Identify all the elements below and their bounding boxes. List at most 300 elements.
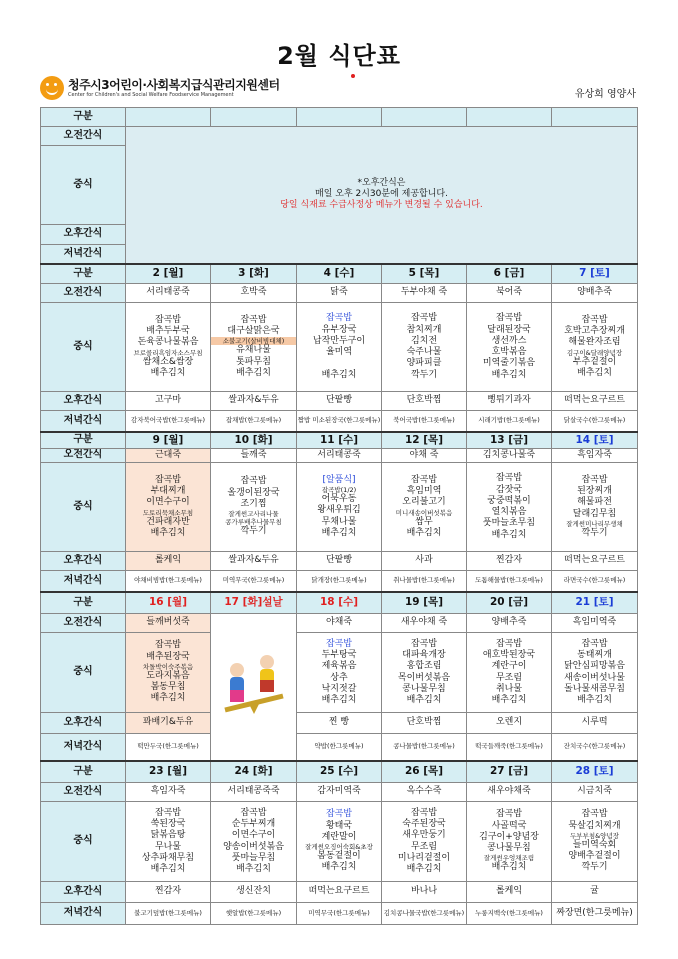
dinner-item: 떡만두국(한그릇메뉴) (126, 734, 211, 761)
pm-snack-label: 오후간식 (41, 713, 126, 734)
org-name-en: Center for Children's and Social Welfare Foodservice Management (68, 91, 234, 98)
lunch-item: 무채나물 (321, 516, 357, 527)
lunch-menu (211, 463, 297, 552)
lunch-item: 순두부찌개 (231, 819, 276, 829)
lunch-item: 콩나물무침 (402, 683, 446, 694)
lunch-item: 김구이+양념장 (479, 831, 539, 842)
note-line3: 당일 식재료 수급사정상 메뉴가 변경될 수 있습니다. (280, 200, 483, 211)
lunch-item: 깍두기 (240, 526, 267, 537)
pm-snack-item: 단팥빵 (297, 552, 382, 571)
day-header: 21 [토] (552, 592, 638, 614)
lunch-item: 닭볶음탕 (150, 830, 186, 841)
lunch-item: 새우만둥기 (402, 830, 446, 841)
lunch-item: 깍두기 (581, 527, 608, 538)
day-header: 4 [수] (297, 264, 382, 284)
smile-logo-icon (40, 76, 64, 100)
lunch-item: 잡곡밥 (410, 638, 438, 649)
lunch-item: 호박볶음 (491, 347, 527, 357)
lunch-item: 취나물 (495, 683, 523, 694)
lunch-item: 낙지젓갈 (321, 683, 357, 694)
dinner-item: 누룽지백숙(한그릇메뉴) (467, 903, 552, 925)
lunch-item: 풋마늘무침 (231, 852, 276, 863)
lunch-row (41, 633, 638, 713)
lunch-item: 궁중떡볶이 (487, 495, 531, 506)
am-snack-item: 근대죽 (126, 449, 211, 463)
day-header: 6 [금] (467, 264, 552, 284)
lunch-item: 양배추겉절이 (568, 851, 621, 862)
lunch-item: 소불고기(살비빔대체) (211, 337, 296, 345)
pm-snack-item: 찐감자 (126, 882, 211, 903)
lunch-item: 잘게썬오징어숙회&초장 (305, 843, 373, 852)
lunch-item: 건파래자반 (146, 516, 190, 527)
lunch-item (297, 358, 381, 369)
am-snack-item: 새우야채죽 (467, 783, 552, 802)
lunch-item: 두부부침&양념장 (569, 831, 620, 840)
lunch-item: 양송이버섯볶음 (223, 841, 284, 852)
lunch-item: 풋마늘초무침 (482, 518, 536, 529)
page-title: 2월 식단표 (277, 42, 401, 70)
am-snack-row (41, 449, 638, 463)
dinner-item: 김치콩나물국밥(한그릇메뉴) (382, 903, 467, 925)
lunch-menu (126, 303, 211, 392)
day-header: 14 [토] (552, 432, 638, 449)
am-snack-item: 새우야채 죽 (382, 614, 467, 633)
category-label: 구분 (41, 592, 126, 614)
dinner-label: 저녁간식 (41, 411, 126, 432)
dinner-item: 시래기밥(한그릇메뉴) (467, 411, 552, 432)
dinner-item: 콩나물밥(한그릇메뉴) (382, 734, 467, 761)
lunch-item: 흑임미역 (406, 486, 442, 497)
am-snack-item: 야채죽 (297, 614, 382, 633)
day-header: 26 [목] (382, 761, 467, 783)
lunch-item: 두부탕국 (321, 650, 357, 660)
day-header: 12 [목] (382, 432, 467, 449)
lunch-item: 잘게썬미나리무생채 (566, 519, 623, 528)
pm-snack-item: 사과 (382, 552, 467, 571)
lunch-item: 쑥된장국 (150, 819, 186, 829)
am-snack-item: 북어죽 (467, 284, 552, 303)
pm-snack-label: 오후간식 (41, 882, 126, 903)
lunch-item: 잡곡밥 (154, 474, 182, 485)
lunch-label: 중식 (41, 303, 126, 392)
dietitian-name: 유상희 영양사 (574, 89, 636, 100)
lunch-item: 김구이&달래양념장 (566, 348, 623, 357)
category-label: 구분 (41, 432, 126, 449)
lunch-item: [알품식] (322, 474, 356, 485)
am-snack-item: 야채 죽 (382, 449, 467, 463)
lunch-item: 제육볶음 (321, 661, 357, 672)
day-header: 23 [월] (126, 761, 211, 783)
lunch-item: 차돌박이숙주볶음 (142, 662, 194, 671)
lunch-item: 잡곡밥 (154, 314, 182, 325)
lunch-item: 된장찌개 (577, 486, 612, 497)
lunch-menu (297, 463, 382, 552)
day-header: 28 [토] (552, 761, 638, 783)
am-snack-item: 서리태콩죽 (297, 449, 382, 463)
lunch-item: 배추김치 (577, 695, 612, 705)
dinner-item: 짜장면(한그릇메뉴) (552, 903, 638, 925)
am-snack-item: 양배추죽 (467, 614, 552, 633)
lunch-item: 무조림 (495, 672, 523, 683)
lunch-item: 양파피클 (406, 358, 442, 369)
pm-snack-item: 떠먹는요구르트 (552, 552, 638, 571)
lunch-item: 홍합조림 (406, 661, 442, 672)
am-snack-item: 호박죽 (211, 284, 297, 303)
day-header: 10 [화] (211, 432, 297, 449)
dinner-item: 떡국들깨죽(한그릇메뉴) (467, 734, 552, 761)
lunch-item: 잡곡밥 (240, 807, 267, 818)
lunch-item: 돈육콩나물볶음 (137, 337, 199, 348)
pm-snack-row (41, 392, 638, 411)
lunch-menu (552, 633, 638, 713)
week-header-row (41, 761, 638, 783)
lunch-item: 무나물 (154, 841, 182, 852)
lunch-item: 어묵우동 (321, 494, 357, 505)
lunch-item: 도토리묵채소무침 (142, 508, 194, 517)
lunch-item: 황태국 (325, 820, 353, 831)
pm-snack-item: 단호박찜 (382, 713, 467, 734)
lunch-item: 잡곡밥 (325, 809, 353, 820)
am-snack-item: 서리태콩죽 (126, 284, 211, 303)
category-label: 구분 (41, 761, 126, 783)
lunch-item: 잡곡밥(1/2) (321, 486, 357, 495)
lunch-item: 부대찌개 (150, 486, 186, 497)
day-header: 13 [금] (467, 432, 552, 449)
lunch-item: 조기찜 (240, 498, 267, 509)
lunch-item: 배추김치 (491, 369, 527, 380)
dinner-item: 닭개장(한그릇메뉴) (297, 571, 382, 592)
lunch-item: 해물파전 (577, 497, 612, 508)
lunch-item: 감잣국 (495, 484, 523, 495)
lunch-item: 잡곡밥 (581, 638, 608, 649)
dinner-item: 햇알밥(한그릇메뉴) (211, 903, 297, 925)
lunch-menu (467, 633, 552, 713)
pm-snack-label: 오후간식 (41, 552, 126, 571)
dinner-label: 저녁간식 (41, 734, 126, 761)
lunch-item: 잡곡밥 (240, 476, 267, 487)
dinner-item: 미역무국(한그릇메뉴) (297, 903, 382, 925)
pm-snack-item: 찐 빵 (297, 713, 382, 734)
lunch-item: 도라지볶음 (146, 670, 190, 681)
lunch-item: 배추김치 (406, 864, 442, 874)
lunch-item: 깍두기 (410, 369, 438, 380)
pm-snack-item: 생신잔치 (211, 882, 297, 903)
am-snack-label: 오전간식 (41, 127, 126, 146)
pm-snack-item: 오렌지 (467, 713, 552, 734)
lunch-item: 상추파채무침 (141, 852, 195, 863)
day-header: 5 [목] (382, 264, 467, 284)
lunch-label: 중식 (41, 802, 126, 882)
lunch-item: 돌나물새콤무침 (564, 683, 625, 694)
lunch-item: 봄동무침 (150, 682, 186, 693)
lunch-item: 잡곡밥 (581, 314, 608, 325)
pm-snack-item: 찐감자 (467, 552, 552, 571)
day-header: 9 [월] (126, 432, 211, 449)
lunch-item: 잡곡밥 (495, 809, 523, 820)
lunch-menu (382, 463, 467, 552)
am-snack-label: 오전간식 (41, 614, 126, 633)
lunch-item: 숙주나물 (406, 347, 442, 357)
lunch-item: 잡곡밥 (325, 638, 353, 649)
lunch-item: 배추김치 (236, 367, 271, 378)
am-snack-item: 흑임자죽 (126, 783, 211, 802)
lunch-menu (382, 303, 467, 392)
week-header-row (41, 264, 638, 284)
day-header: 2 [월] (126, 264, 211, 284)
lunch-item: 잡곡밥 (410, 807, 438, 818)
lunch-item: 닭안심피망볶음 (564, 661, 625, 672)
dinner-row (41, 411, 638, 432)
lunch-menu (211, 802, 297, 882)
lunch-item: 배추김치 (321, 862, 357, 873)
note-line2: 매일 오후 2시30분에 제공합니다. (315, 189, 448, 200)
am-snack-item: 들깨죽 (211, 449, 297, 463)
day-header: 19 [목] (382, 592, 467, 614)
lunch-item: 올갱이된장국 (227, 487, 280, 498)
center-logo (40, 74, 280, 102)
pm-snack-item: 시루떡 (552, 713, 638, 734)
lunch-item: 배추김치 (321, 527, 357, 538)
lunch-item: 배추김치 (491, 862, 527, 873)
lunch-label: 중식 (41, 463, 126, 552)
lunch-menu (467, 463, 552, 552)
lunch-item: 호박고추장찌개 (564, 326, 625, 337)
lunch-menu (382, 802, 467, 882)
lunch-item: 배추김치 (150, 367, 186, 378)
dinner-item: 잔치국수(한그릇메뉴) (552, 734, 638, 761)
lunch-item: 배추김치 (406, 695, 442, 705)
lunch-item: 잡곡밥 (495, 313, 523, 324)
dinner-item: 잡채밥(한그릇메뉴) (211, 411, 297, 432)
lunch-item: 유채나물 (236, 345, 271, 356)
lunch-label: 중식 (41, 633, 126, 713)
dinner-label: 저녁간식 (41, 245, 126, 264)
lunch-item: 잡곡밥 (240, 314, 267, 325)
lunch-menu (552, 802, 638, 882)
category-label: 구분 (41, 264, 126, 284)
day-header: 3 [화] (211, 264, 297, 284)
lunch-menu (467, 303, 552, 392)
lunch-item: 콩나물무침 (487, 843, 531, 854)
dinner-item: 북어국밥(한그릇메뉴) (382, 411, 467, 432)
afternoon-snack-note (126, 127, 638, 264)
am-snack-item: 흑임미역죽 (552, 614, 638, 633)
pm-snack-item: 꽈배기&두유 (126, 713, 211, 734)
lunch-item: 잡곡밥 (154, 807, 182, 818)
pm-snack-item: 단호박찜 (382, 392, 467, 411)
lunch-item: 깍두기 (581, 862, 608, 873)
lunch-item: 잡곡밥 (410, 474, 438, 485)
dinner-item: 불고기덮밥(한그릇메뉴) (126, 903, 211, 925)
pm-snack-item: 고구마 (126, 392, 211, 411)
lunch-menu (126, 633, 211, 713)
lunch-item: 계란말이 (321, 831, 357, 842)
lunch-menu (552, 463, 638, 552)
dinner-row (41, 903, 638, 925)
pm-snack-row (41, 713, 638, 734)
lunch-item: 쌈채소&쌈장 (142, 356, 194, 367)
dinner-row (41, 734, 638, 761)
lunch-item: 열치볶음 (491, 507, 527, 517)
lunch-label: 중식 (41, 146, 126, 225)
category-label: 구분 (41, 108, 126, 127)
dinner-item: 취나물밥(한그릇메뉴) (382, 571, 467, 592)
lunch-item: 배추김치 (406, 527, 442, 538)
seesaw-children-icon (219, 640, 289, 730)
am-snack-row (41, 614, 638, 633)
dinner-item: 도톰해물밥(한그릇메뉴) (467, 571, 552, 592)
am-snack-row (41, 284, 638, 303)
lunch-item: 새송이버섯나물 (564, 672, 625, 683)
am-snack-item: 시금치죽 (552, 783, 638, 802)
lunch-item: 배추김치 (150, 693, 186, 704)
pm-snack-row (41, 882, 638, 903)
lunch-menu (297, 633, 382, 713)
dinner-label: 저녁간식 (41, 903, 126, 925)
lunch-item: 애호박된장국 (482, 650, 536, 660)
dinner-item: 짬밥 미소된장국(한그릇메뉴) (297, 411, 382, 432)
lunch-item: 잘게썬우엉채조림 (483, 854, 535, 863)
am-snack-item: 두부야채 죽 (382, 284, 467, 303)
lunch-item: 배추김치 (150, 864, 186, 874)
lunch-item: 김치전 (410, 335, 438, 346)
pm-snack-item: 롤케익 (467, 882, 552, 903)
lunch-item: 미나리겉절이 (397, 852, 451, 863)
pm-snack-item: 쌀과자&두유 (211, 552, 297, 571)
lunch-item: 배추두부국 (146, 326, 190, 337)
lunch-item: 참치찌개 (406, 324, 442, 335)
dinner-label: 저녁간식 (41, 571, 126, 592)
lunch-item: 잡곡밥 (581, 474, 608, 485)
am-snack-row (41, 783, 638, 802)
pm-snack-label: 오후간식 (41, 392, 126, 411)
dinner-item: 미역무국(한그릇메뉴) (211, 571, 297, 592)
dinner-item: 야채비빔밥(한그릇메뉴) (126, 571, 211, 592)
pm-snack-item: 떠먹는요구르트 (297, 882, 382, 903)
lunch-item: 미니새송이버섯볶음 (395, 508, 453, 517)
lunch-item: 잡곡밥 (581, 809, 608, 820)
lunch-item: 잡곡밥 (325, 313, 353, 324)
lunch-item: 쌈무 (415, 516, 433, 527)
pm-snack-item: 롤케익 (126, 552, 211, 571)
lunch-item: 잡곡밥 (495, 638, 523, 649)
pm-snack-item: 뻥튀기과자 (467, 392, 552, 411)
am-snack-label: 오전간식 (41, 284, 126, 303)
menu-table (40, 107, 638, 925)
lunch-item: 계란구이 (491, 661, 527, 672)
lunch-menu (126, 802, 211, 882)
lunch-menu (552, 303, 638, 392)
lunch-item: 동태찌개 (577, 650, 612, 660)
red-dot-mark (351, 74, 355, 78)
am-snack-label: 오전간식 (41, 449, 126, 463)
lunch-item: 배추김치 (577, 367, 612, 378)
lunch-item: 배추김치 (321, 695, 357, 705)
day-header: 20 [금] (467, 592, 552, 614)
lunch-item: 잡곡밥 (495, 473, 523, 484)
lunch-item: 달래된장국 (487, 324, 531, 335)
lunch-item: 납작만두구이 (312, 335, 366, 346)
lunch-item: 잡곡밥 (154, 640, 182, 651)
lunch-row (41, 463, 638, 552)
org-name: 청주시3어린이·사회복지급식관리지원센터 (68, 77, 280, 92)
lunch-item: 미역줄기볶음 (482, 358, 536, 369)
day-header: 18 [수] (297, 592, 382, 614)
am-snack-item: 옥수수죽 (382, 783, 467, 802)
day-header: 27 [금] (467, 761, 552, 783)
am-snack-item: 김치콩나물죽 (467, 449, 552, 463)
lunch-item: 유부장국 (321, 324, 357, 335)
am-snack-item: 서리태콩죽죽 (211, 783, 297, 802)
lunch-item: 대구살맑은국 (227, 326, 280, 337)
lunch-item: 톳파무침 (236, 356, 271, 367)
week-header-row (41, 432, 638, 449)
lunch-item: 배추된장국 (146, 651, 190, 662)
lunch-item: 콩가루배추나물무침 (225, 518, 282, 527)
lunch-item: 생선까스 (491, 335, 527, 346)
am-snack-item: 닭죽 (297, 284, 382, 303)
lunch-item: 묵살김치찌개 (568, 820, 621, 831)
dinner-row (41, 571, 638, 592)
lunch-item: 목이버섯볶음 (397, 672, 451, 683)
lunch-menu (211, 303, 297, 392)
am-snack-item: 들깨버섯죽 (126, 614, 211, 633)
dinner-item: 약밥(한그릇메뉴) (297, 734, 382, 761)
note-line1: *오후간식은 (357, 177, 406, 188)
lunch-item: 들미역숙회 (572, 839, 617, 850)
lunch-item: 배추김치 (321, 369, 357, 380)
lunch-row (41, 303, 638, 392)
pm-snack-row (41, 552, 638, 571)
lunch-menu (467, 802, 552, 882)
am-snack-label: 오전간식 (41, 783, 126, 802)
lunch-item: 왕새우튀김 (317, 505, 361, 516)
pm-snack-item: 귤 (552, 882, 638, 903)
lunch-item: 해물완자조림 (568, 337, 621, 348)
intro-header-row (41, 108, 638, 127)
lunch-item: 배추김치 (150, 527, 186, 538)
lunch-menu (382, 633, 467, 713)
lunch-item: 이면수구이 (146, 497, 190, 508)
lunch-item: 이면수구이 (231, 830, 276, 841)
pm-snack-item: 단팥빵 (297, 392, 382, 411)
lunch-item: 잘게썬고사리나물 (228, 510, 279, 519)
am-snack-item: 양배추죽 (552, 284, 638, 303)
week-header-row (41, 592, 638, 614)
lunch-item: 대파육개장 (402, 650, 446, 660)
day-header: 25 [수] (297, 761, 382, 783)
lunch-item: 사골떡국 (491, 820, 527, 831)
lunch-item: 배추김치 (491, 695, 527, 705)
day-header: 7 [토] (552, 264, 638, 284)
lunch-row (41, 802, 638, 882)
dinner-item: 감자북어국밥(한그릇메뉴) (126, 411, 211, 432)
lunch-item: 숙주된장국 (402, 819, 446, 829)
lunch-item: 무조림 (410, 841, 438, 852)
lunch-item: 배추김치 (236, 864, 271, 874)
pm-snack-item: 쌀과자&두유 (211, 392, 297, 411)
day-header: 11 [수] (297, 432, 382, 449)
day-header: 24 [화] (211, 761, 297, 783)
lunch-item: 배추김치 (491, 529, 527, 540)
pm-snack-item: 바나나 (382, 882, 467, 903)
lunch-menu (297, 303, 382, 392)
lunch-item: 잡곡밥 (410, 313, 438, 324)
day-header: 17 [화]설날 (211, 592, 297, 614)
pm-snack-item: 떠먹는요구르트 (552, 392, 638, 411)
day-header: 16 [월] (126, 592, 211, 614)
dinner-item: 라면국수(한그릇메뉴) (552, 571, 638, 592)
